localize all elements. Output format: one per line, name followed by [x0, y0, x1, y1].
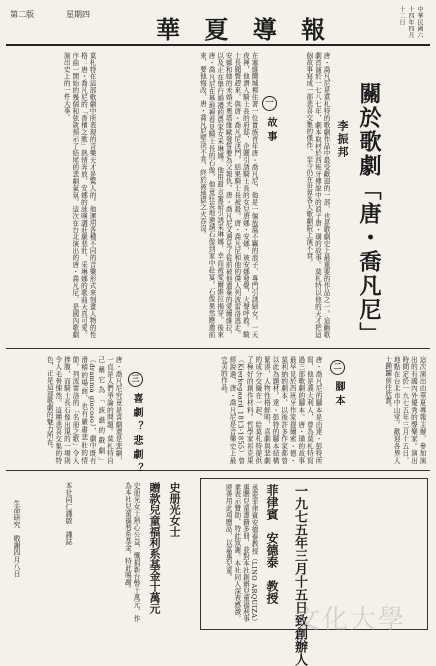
section-2-number: 二: [330, 360, 345, 375]
section-1-heading: [262, 96, 278, 145]
article-continuation: 莫札特在這部歌劇中所表現的音樂天才是驚人的。他運用各種不同的音樂形式來刻畫人物的性格：唐・喬凡尼的「香檳之歌」熱情奔放，安娜的詠嘆調莊嚴悲壯，采琳娜的歌曲天真可愛。序曲一開始的幾個和弦就預示了結尾的悲劇氣氛。這次在台北演出的唐・喬凡尼，是國內歌劇演出史上的一件大事。: [62, 52, 96, 338]
donation-title: 史册光女士: [168, 482, 181, 537]
masthead-page-number: 第二版: [10, 10, 34, 19]
section-1-body: 在塞維爾城裡住著一位貴族青年唐・喬凡尼，他是一個放蕩不羈的浪子，專門引誘婦女。一天夜裡，他潛入騎士長的府邸，企圖引誘騎士長的女兒唐娜・安娜，被安娜發覺，大聲呼救。騎士長聞聲趕來，與唐・喬凡尼決鬥，結果騎士長被殺。唐・喬凡尼和他的僕人列波雷洛逃走。安娜和她的未婚夫奧塔維歐發誓要為父報仇。唐・喬凡尼又遇見了從前被他遺棄的愛爾維拉，以及正在舉行婚禮的農家女采琳娜。他用甜言蜜語引誘采琳娜，幸而被愛爾維拉揭穿。後來唐・喬凡尼在墓地裡看見騎士長的石像，他竟狂妄地邀請石像到家中赴宴。石像果然應邀前來，要他悔改，唐・喬凡尼堅決不肯，終於被地獄之火吞沒。: [198, 52, 258, 338]
section-3-number: 三: [128, 372, 143, 387]
notice-names: 菲律賓 安德泰 教授: [265, 484, 279, 604]
library-watermark: 文化大學: [293, 605, 406, 635]
notice-signature: 生命研究 敬謝四月八日: [13, 500, 21, 577]
section-2-title: 腳本: [333, 381, 344, 409]
notice-headline: 一九七五年三月十五日致創辦人: [292, 484, 307, 666]
section-3-heading: [128, 372, 144, 477]
masthead: [6, 6, 430, 46]
masthead-date: 中華民國六十四年四月十二日: [398, 6, 423, 39]
section-1-title: 故事: [265, 117, 276, 145]
section-3-body: 唐・喬凡尼究竟是喜劇還是悲劇，一直是人們爭論的問題。莫札特自己稱它為「詼諧的戲劇」（dramma giocoso），劇中既有滑稽的場面，也有嚴肅悲壯的情節。列波雷洛的「名冊之歌」令人捧腹，而騎士長石像出現的一場則令人毛骨悚然。這種悲喜交集的特色，正是這部歌劇的魅力所在。: [45, 356, 122, 464]
notice-body: 承蒙菲律賓安德泰教授（LINO ARQUIZA）惠贈兒童書籍多冊，並對本社創辦兒童福利事業表示贊助，特此致謝。本社同人深表感激，將善用此項贈品，以嘉惠兒童。: [224, 484, 258, 622]
article-intro: 唐・喬凡尼是莫札特的歌劇作品中最受歡迎的一部，也是歌劇史上最重要的作品之一。這齣歌劇首演於一七八七年，劇本取材於西班牙傳說中的浪子唐・璜的故事。莫札特以他的天才把這個故事寫成一部悲喜交集的傑作，至今仍在世界各大歌劇院上演不衰。: [304, 52, 330, 338]
donation-body: 史冊光女士熱心公益，慨捐新台幣十萬元，作為本社兒童福利系基金，特此鳴謝。: [123, 482, 140, 622]
article-author: 李振邦: [336, 120, 349, 159]
section-2-heading: [330, 360, 346, 409]
section-1-number: 一: [262, 96, 277, 111]
masthead-title: 華 夏 導 報: [156, 15, 334, 44]
horizontal-divider: [6, 348, 430, 349]
section-2-body: 唐・喬凡尼的腳本是由達・彭特所寫，他是義大利人，曾為莫札特寫過三部歌劇的腳本。唐・璜的故事最早見於西班牙作家提爾索・德・莫利納的劇本，以後許多作家都曾以此為題材。達・彭特的腳本結構緊湊，人物性格鮮明，喜劇與悲劇的成分交織在一起，給莫札特提供了極好的創作材料。哲學家祁克果（Kierkegaard 1813-1855）曾經說過，唐・喬凡尼是音樂史上最完美的作品。: [219, 356, 322, 464]
masthead-issue: 星期四: [66, 10, 90, 19]
section-3-title: 喜劇？悲劇？: [131, 393, 142, 477]
notice-footer: 本社同仁謹啟 謹誌: [65, 482, 73, 545]
article-title: 關於歌劇「唐・喬凡尼」: [356, 82, 382, 346]
section-2-lead: 這次演出由華夏導報主辦，參加演出的有國內外優秀的聲樂家。演出時間定於一九七五年三月十五日，地點在台北市中山堂。歡迎各界人士踴躍前往欣賞。: [383, 356, 426, 464]
horizontal-divider-2: [6, 470, 430, 471]
donation-line: 贈款兒童福利系基金十萬元: [148, 482, 161, 614]
